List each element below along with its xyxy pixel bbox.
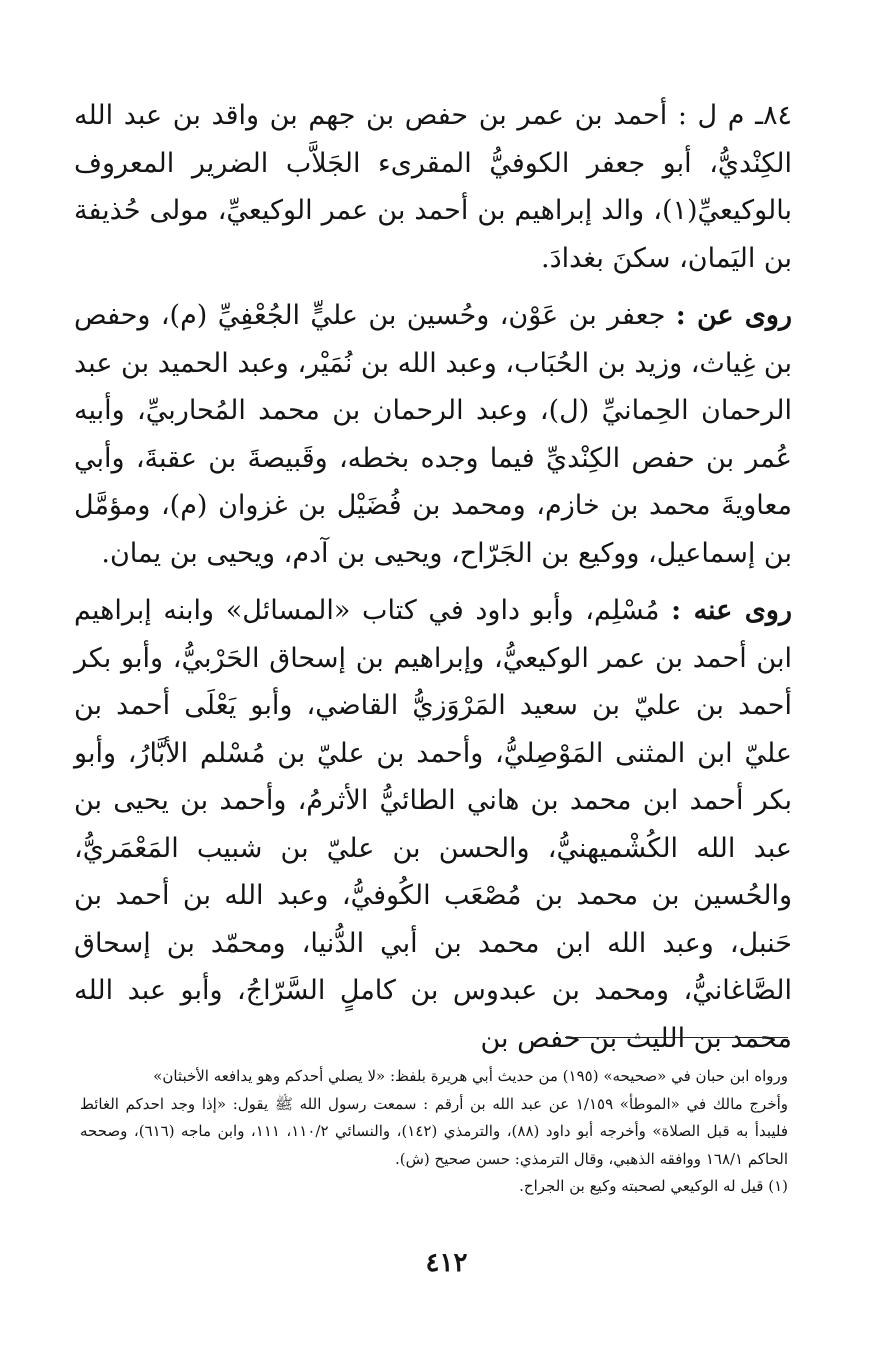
narrated-by-label: روى عنه : xyxy=(671,595,792,626)
entry-text: ٨٤ـ م ل : أحمد بن عمر بن حفص بن جهم بن واقد بن عبد الله الكِنْديُّ، أبو جعفر الكوفيُّ المقرىء الجَلاَّب الضرير المعروف بالوكيعيِّ(١)، والد إبراهيم بن أحمد بن عمر الوكيعيِّ، مولى حُذيفة بن اليَمان، سكنَ بغدادَ. xyxy=(74,100,792,274)
narrated-from-label: روى عن : xyxy=(675,300,793,331)
narrated-from-text: جعفر بن عَوْن، وحُسين بن عليٍّ الجُعْفِيِّ (م)، وحفص بن غِياث، وزيد بن الحُبَاب، وعبد الله بن نُمَيْر، وعبد الحميد بن عبد الرحمان الحِمانيِّ (ل)، وعبد الرحمان بن محمد المُحاربيِّ، وأبيه عُمر بن حفص الكِنْديِّ فيما وجده بخطه، وقَبيصةَ بن عقبةَ، وأبي معاويةَ محمد بن خازم، ومحمد بن فُضَيْل بن غزوان (م)، ومؤمَّل بن إسماعيل، ووكيع بن الجَرّاح، ويحيى بن آدم، ويحيى بن يمان. xyxy=(74,300,792,569)
entry-paragraph xyxy=(74,92,792,282)
footnote-line: ورواه ابن حبان في «صحيحه» (١٩٥) من حديث أبي هريرة بلفظ: «لا يصلي أحدكم وهو يدافعه الأخبثان» xyxy=(153,1067,788,1085)
narrated-by-paragraph xyxy=(74,587,792,1062)
footnote-line: (١) قيل له الوكيعي لصحبته وكيع بن الجراح. xyxy=(519,1177,788,1195)
footnote-line: وأخرج مالك في «الموطأ» ١/١٥٩ عن عبد الله بن أرقم : سمعت رسول الله ﷺ يقول: «إذا وجد احدكم الغائط فليبدأ به قبل الصلاة» وأخرجه أبو داود (٨٨)، والترمذي (١٤٢)، والنسائي ١١٠/٢، ١١١، وابن ماجه (٦١٦)، وصححه الحاكم ١٦٨/١ ووافقه الذهبي، وقال الترمذي: حسن صحيح (ش). xyxy=(80,1094,789,1168)
footnote-divider xyxy=(565,1037,788,1038)
narrated-by-text: مُسْلِم، وأبو داود في كتاب «المسائل» وابنه إبراهيم ابن أحمد بن عمر الوكيعيُّ، وإبراهيم بن إسحاق الحَرْبيُّ، وأبو بكر أحمد بن عليّ بن سعيد المَرْوَزيُّ القاضي، وأبو يَعْلَى أحمد بن عليّ ابن المثنى المَوْصِليُّ، وأحمد بن عليّ بن مُسْلم الأبَّارُ، وأبو بكر أحمد ابن محمد بن هاني الطائيُّ الأثرمُ، وأحمد بن يحيى بن عبد الله الكُشْميهنيُّ، والحسن بن عليّ بن شبيب المَعْمَريُّ، والحُسين بن محمد بن مُصْعَب الكُوفيُّ، وعبد الله بن أحمد بن حَنبل، وعبد الله ابن محمد بن أبي الدُّنيا، ومحمّد بن إسحاق الصَّاغانيُّ، ومحمد بن عبدوس بن كاملٍ السَّرّاجُ، وأبو عبد الله محمد بن الليث بن حفص بن xyxy=(74,595,792,1054)
footnotes xyxy=(80,1063,788,1201)
main-text xyxy=(74,92,792,1062)
page-number: ٤١٢ xyxy=(425,1248,468,1278)
narrated-from-paragraph xyxy=(74,292,792,577)
